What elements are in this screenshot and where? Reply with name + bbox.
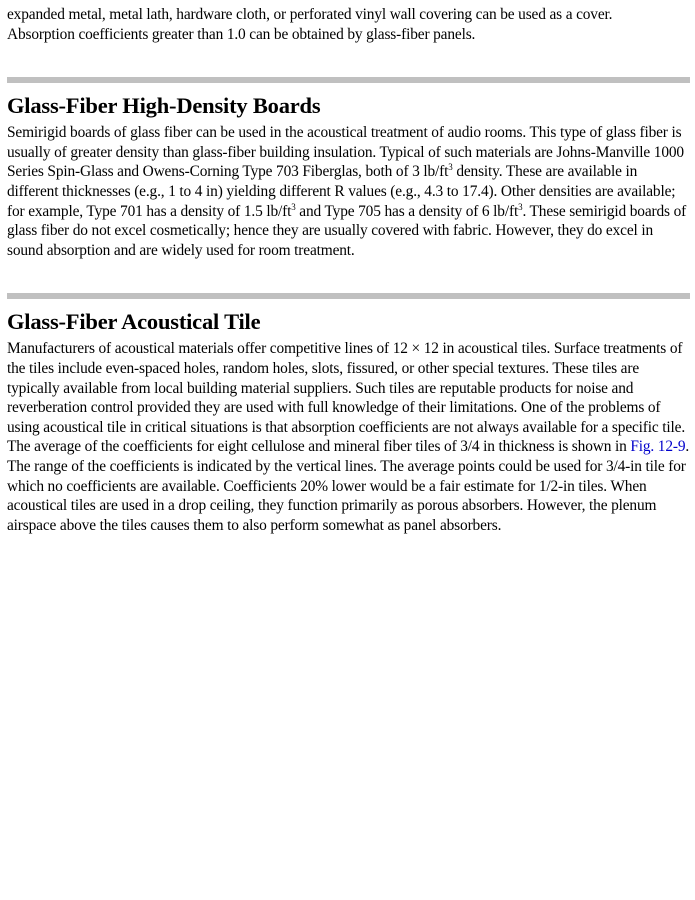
text-run: . These semirigid boards of glass fiber do not excel cosmetically; hence they are usually covered with fabric. However, they do excel in sound absorption and are widely used for room treatment. <box>7 202 687 259</box>
text-run: Manufacturers of acoustical materials offer competitive lines of 12 × 12 in acoustical tiles. Surface treatments of the tiles include even-spaced holes, random holes, slots, fissured, or other special textures. These tiles are typically available from local building material suppliers. Such tiles are reputable products for noise and reverberation control provided they are used with full knowledge of their limitations. One of the problems of using acoustical tile in critical situations is that absorption coefficients are not always available for a specific tile. The average of the coefficients for eight cellulose and mineral fiber tiles of 3/4 in thickness is shown in <box>7 340 686 456</box>
section-divider <box>7 77 690 83</box>
section-glass-fiber-boards <box>7 93 690 260</box>
text-run: Semirigid boards of glass fiber can be used in the acoustical treatment of audio rooms. This type of glass fiber is usually of greater density than glass-fiber building insulation. Typical of such materials are Johns-Manville 1000 Series Spin-Glass and Owens-Corning Type 703 Fiberglas, both of 3 lb/ft <box>7 124 684 181</box>
section-glass-fiber-tile <box>7 309 690 535</box>
figure-link[interactable]: Fig. 12-9 <box>630 438 686 456</box>
intro-paragraph <box>7 5 690 44</box>
section-paragraph <box>7 123 690 260</box>
text-run: . The range of the coefficients is indicated by the vertical lines. The average points could be used for 3/4-in tile for which no coefficients are available. Coefficients 20% lower would be a fair estimate for 1/2-in tiles. When acoustical tiles are used in a drop ceiling, they function primarily as porous absorbers. However, the plenum airspace above the tiles causes them to also perform somewhat as panel absorbers. <box>7 438 690 534</box>
section-heading: Glass-Fiber High-Density Boards <box>7 93 321 119</box>
document-page <box>7 0 690 535</box>
section-paragraph <box>7 339 690 535</box>
intro-line-2: Absorption coefficients greater than 1.0 can be obtained by glass-fiber panels. <box>7 25 476 43</box>
superscript: 3 <box>518 201 523 212</box>
text-run: and Type 705 has a density of 6 lb/ft <box>295 202 519 220</box>
section-divider <box>7 293 690 299</box>
intro-line-1: expanded metal, metal lath, hardware cloth, or perforated vinyl wall covering can be used as a cover. <box>7 6 613 23</box>
section-heading: Glass-Fiber Acoustical Tile <box>7 309 261 335</box>
superscript: 3 <box>448 162 453 173</box>
text-run: density. These are available in different thicknesses (e.g., 1 to 4 in) yielding different R values (e.g., 4.3 to 17.4). Other densities are available; for example, Type 701 has a density of 1.5 lb/ft <box>7 163 676 220</box>
superscript: 3 <box>291 201 296 212</box>
